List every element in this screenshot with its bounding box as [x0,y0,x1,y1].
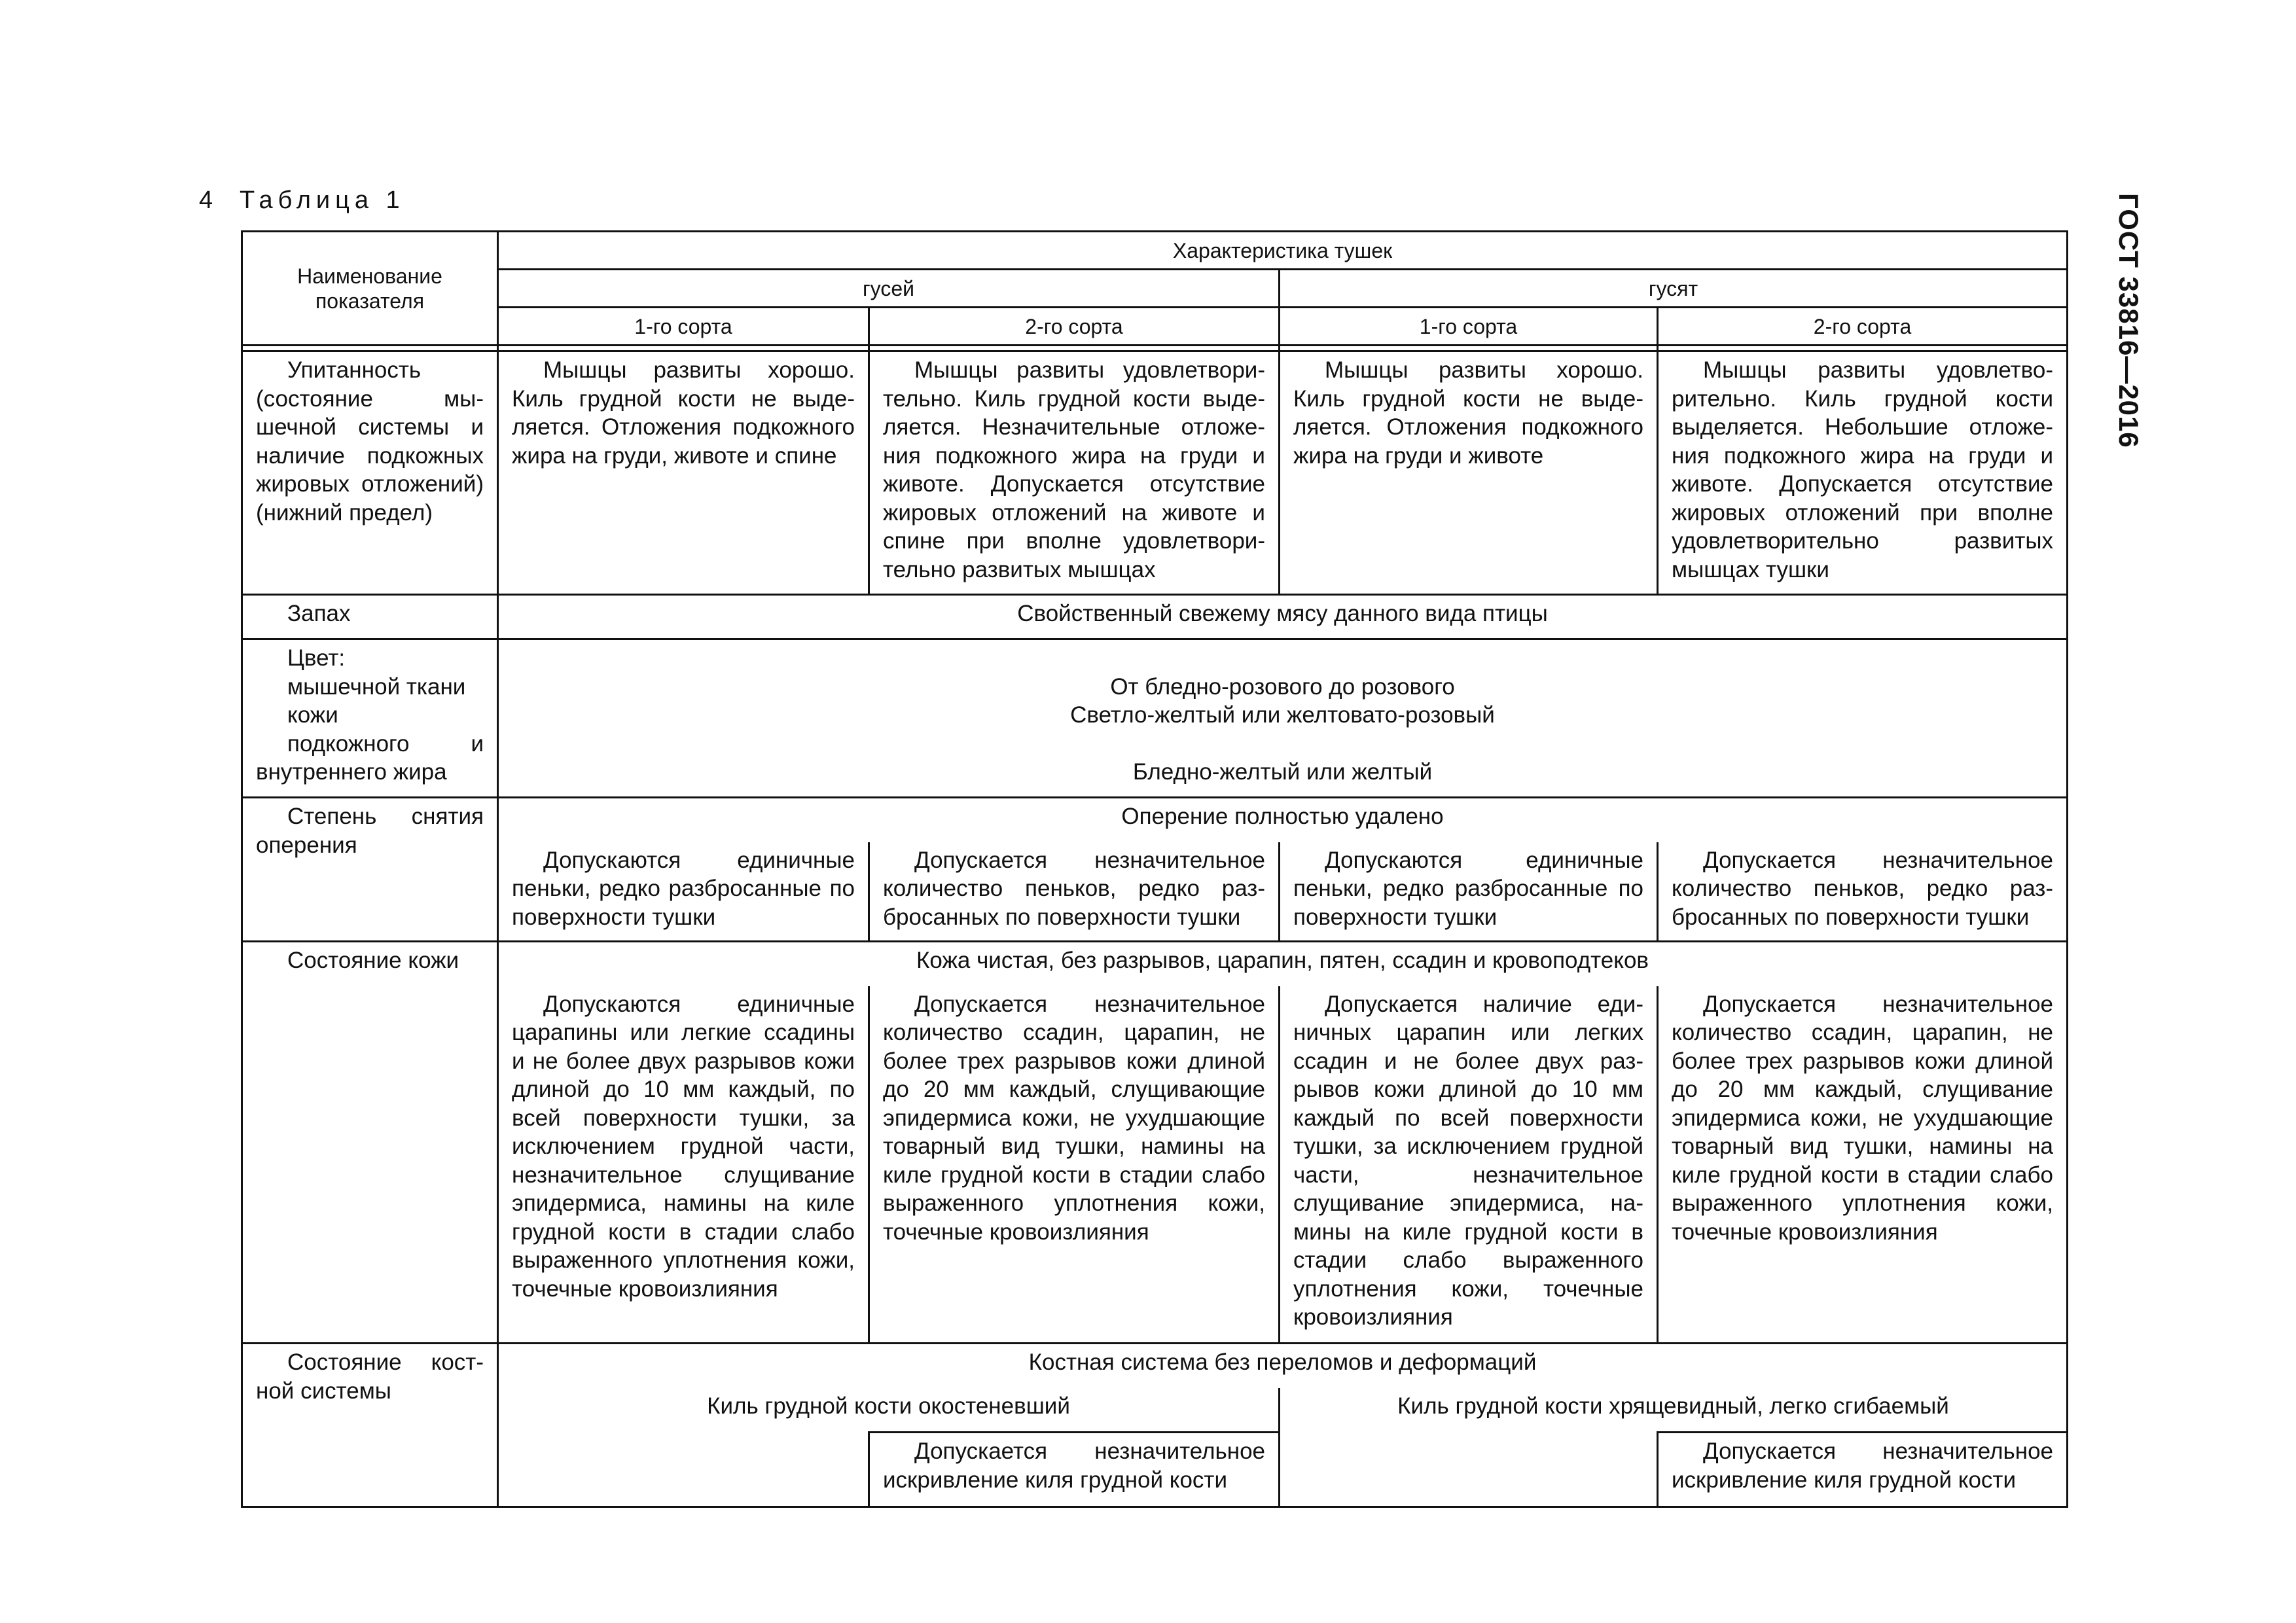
color-spacer [512,644,2053,673]
bone-geese-grade2: Допускается незначительное искривление киля грудной кости [869,1433,1280,1507]
page-number: 4 [199,187,213,214]
color-value-skin: Светло-желтый или желтовато-розовый [1070,702,1495,728]
color-item-skin: кожи [287,702,338,728]
table-row [242,1433,2068,1507]
fatness-geese-grade1: Мышцы развиты хорошо. Киль грудной кости не выделяется. Отложения подкожного жира на груди, животе и спине [498,351,869,595]
plumage-common: Оперение полностью удалено [498,798,2068,842]
header-goslings-grade2: 2-го сорта [1658,308,2068,346]
row-name-plumage: Степень снятия оперения [242,798,498,942]
standard-title: ГОСТ 33816—2016 [2113,193,2144,448]
color-values [498,639,2068,798]
bone-goslings-grade2: Допускается незначительное искривление киля грудной кости [1658,1433,2068,1507]
bone-geese-grade1 [498,1433,869,1507]
skin-geese-grade1: Допускаются единичные царапины или легкие ссадины и не более двух разрывов кожи длиной до 10 мм каждый, по всей поверхности тушки, за исключением грудной части, незначительное слущивание эпидермиса, намины на киле грудной кости в стадии слабо выраженного уплотнения кожи, точечные кровоизлияния [498,986,869,1344]
row-name-color [242,639,498,798]
row-name-smell: Запах [242,595,498,639]
smell-value: Свойственный свежему мясу данного вида птицы [498,595,2068,639]
fatness-geese-grade2: Мышцы развиты удовлетворительно. Киль грудной кости выделяется. Незначительные отложения подкожного жира на груди и животе. Допускается отсутствие жировых отложений на животе и спине при вполне удовлетворительно развитых мышцах [869,351,1280,595]
plumage-goslings-grade2: Допускается незначительное количество пеньков, редко разбросанных по поверхности тушки [1658,842,2068,942]
plumage-geese-grade2: Допускается незначительное количество пеньков, редко разбросанных по поверхности тушки [869,842,1280,942]
table-row [242,351,2068,595]
bone-geese: Киль грудной кости окостеневший [498,1388,1280,1433]
fatness-goslings-grade2: Мышцы развиты удовлетворительно. Киль грудной кости выделяется. Небольшие отложения подкожного жира на груди и животе. Допускается отсутствие жировых отложений при вполне удовлетворительно развитых мышцах тушки [1658,351,2068,595]
header-goslings: гусят [1280,270,2068,308]
table-row [242,1388,2068,1433]
color-item-fat: подкожного и внутреннего жира [256,730,484,785]
table-row [242,595,2068,639]
bone-goslings: Киль грудной кости хрящевидный, легко сгибаемый [1280,1388,2068,1433]
skin-goslings-grade1: Допускается наличие единичных царапин или легких ссадин и не более двух разрывов кожи длиной до 10 мм каждый по всей поверхности тушки, за исключением грудной части, незначительное слущивание эпидермиса, намины на киле грудной кости в стадии слабо выраженного уплотнения кожи, точечные кровоизлияния [1280,986,1658,1344]
table-row [242,986,2068,1344]
table-row [242,798,2068,842]
header-separator [242,346,2068,351]
skin-geese-grade2: Допускается незначительное количество ссадин, царапин, не более трех разрывов кожи длиной до 20 мм каждый, слущивающие эпидермиса кожи, не ухудшающие товарный вид тушки, намины на киле грудной кости в стадии слабо выраженного уплотнения кожи, точечные кровоизлияния [869,986,1280,1344]
color-value-muscle: От бледно-розового до розового [1110,673,1455,700]
header-geese-grade1: 1-го сорта [498,308,869,346]
header-goslings-grade1: 1-го сорта [1280,308,1658,346]
plumage-geese-grade1: Допускаются единичные пеньки, редко разбросанные по поверхности тушки [498,842,869,942]
row-name-fatness: Упитанность (состояние мышечной системы и наличие подкожных жировых отложений) (нижний предел) [242,351,498,595]
color-item-muscle: мышечной ткани [287,673,466,700]
header-geese: гусей [498,270,1280,308]
header-group: Характеристика тушек [498,232,2068,270]
color-spacer [512,730,2053,758]
color-value-fat: Бледно-желтый или желтый [1132,759,1433,785]
row-name-bone: Состояние костной системы [242,1344,498,1507]
skin-common: Кожа чистая, без разрывов, царапин, пятен, ссадин и кровоподтеков [498,942,2068,986]
fatness-goslings-grade1: Мышцы развиты хорошо. Киль грудной кости не выделяется. Отложения подкожного жира на груди и животе [1280,351,1658,595]
row-name-skin: Состояние кожи [242,942,498,1344]
header-param: Наименование показателя [242,232,498,346]
skin-goslings-grade2: Допускается незначительное количество ссадин, царапин, не более трех разрывов кожи длиной до 20 мм каждый, слущивание эпидермиса кожи, не ухудшающие товарный вид тушки, намины на киле грудной кости в стадии слабо выраженного уплотнения кожи, точечные кровоизлияния [1658,986,2068,1344]
header-geese-grade2: 2-го сорта [869,308,1280,346]
color-title: Цвет: [287,645,346,671]
bone-goslings-grade1 [1280,1433,1658,1507]
table-row [242,942,2068,986]
table-row [242,842,2068,942]
table-row [242,1344,2068,1388]
characteristics-table [241,230,2066,1508]
bone-common: Костная система без переломов и деформаций [498,1344,2068,1388]
plumage-goslings-grade1: Допускаются единичные пеньки, редко разбросанные по поверхности тушки [1280,842,1658,942]
table-caption: Таблица 1 [240,187,405,214]
table-row [242,639,2068,798]
